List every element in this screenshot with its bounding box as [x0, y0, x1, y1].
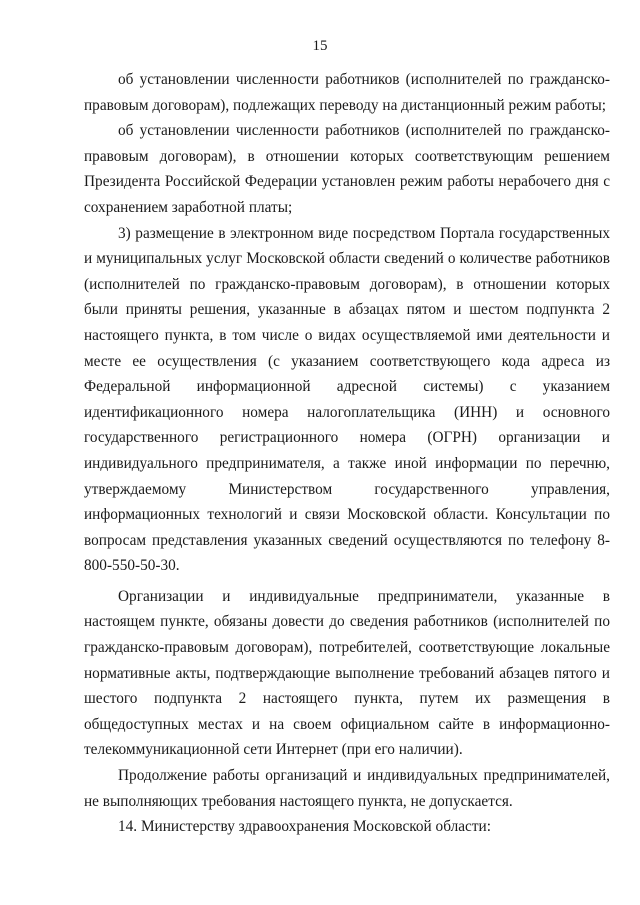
paragraph-work-prohibition: Продолжение работы организаций и индивидуальных предпринимателей, не выполняющих требования настоящего пункта, не допускается.: [84, 767, 610, 810]
paragraph-portal-reporting: 3) размещение в электронном виде посредством Портала государственных и муниципальных услуг Московской области сведений о количестве работников (исполнителей по гражданско-правовым договорам), в отношении которых были приняты решения, указанные в абзацах пятом и шестом подпункта 2 настоящего пункта, в том числе о видах осуществляемой ими деятельности и месте ее осуществления (с указанием соответствующего кода адреса из Федеральной информационной адресной системы) с указанием идентификационного номера налогоплательщика (ИНН) и основного государственного регистрационного номера (ОГРН) организации и индивидуального предпринимателя, а также иной информации по перечню, утверждаемому Министерством государственного управления, информационных технологий и связи Московской области. Консультации по вопросам представления указанных сведений осуществляются по телефону 8-800-550-50-30.: [84, 224, 610, 575]
page-number: 15: [312, 38, 328, 54]
paragraph-non-working-days-count: об установлении численности работников (исполнителей по гражданско-правовым договорам), в отношении которых соответствующим решением Президента Российской Федерации установлен режим работы нерабочего дня с сохранением заработной платы;: [84, 122, 610, 216]
paragraph-remote-work-count: об установлении численности работников (исполнителей по гражданско-правовым договорам), подлежащих переводу на дистанционный режим работы;: [84, 71, 610, 114]
paragraph-employee-notification: Организации и индивидуальные предприниматели, указанные в настоящем пункте, обязаны довести до сведения работников (исполнителей по гражданско-правовым договорам), потребителей, соответствующие локальные нормативные акты, подтверждающие выполнение требований абзацев пятого и шестого подпункта 2 настоящего пункта, путем их размещения в общедоступных местах и на своем официальном сайте в информационно-телекоммуникационной сети Интернет (при его наличии).: [84, 587, 610, 759]
document-body: [84, 67, 610, 840]
paragraph-health-ministry: 14. Министерству здравоохранения Московской области:: [118, 818, 491, 836]
